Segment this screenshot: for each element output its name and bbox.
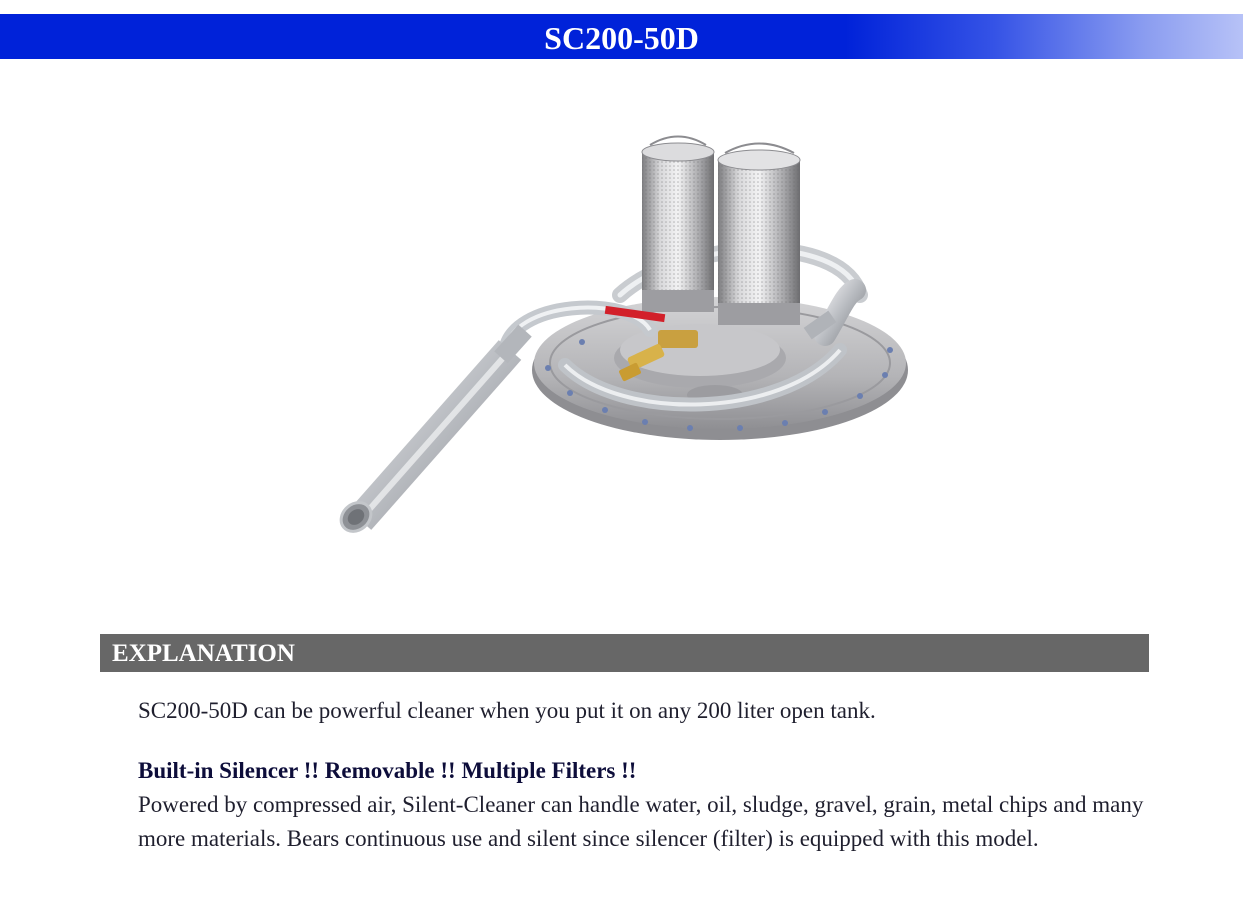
title-bar [0,14,1243,59]
explanation-heading: EXPLANATION [112,640,295,667]
description-text: Powered by compressed air, Silent-Cleaner can handle water, oil, sludge, gravel, grain, metal chips and many more materials. Bears continuous use and silent since silencer (filter) is equipped with this model. [138,792,1144,851]
feature-heading: Built-in Silencer !! Removable !! Multiple Filters !! [138,758,637,783]
explanation-body [138,694,1148,856]
intro-text: SC200-50D can be powerful cleaner when you put it on any 200 liter open tank. [138,698,876,723]
explanation-header [100,634,1149,672]
page-title: SC200-50D [544,19,699,56]
product-image [320,120,920,560]
